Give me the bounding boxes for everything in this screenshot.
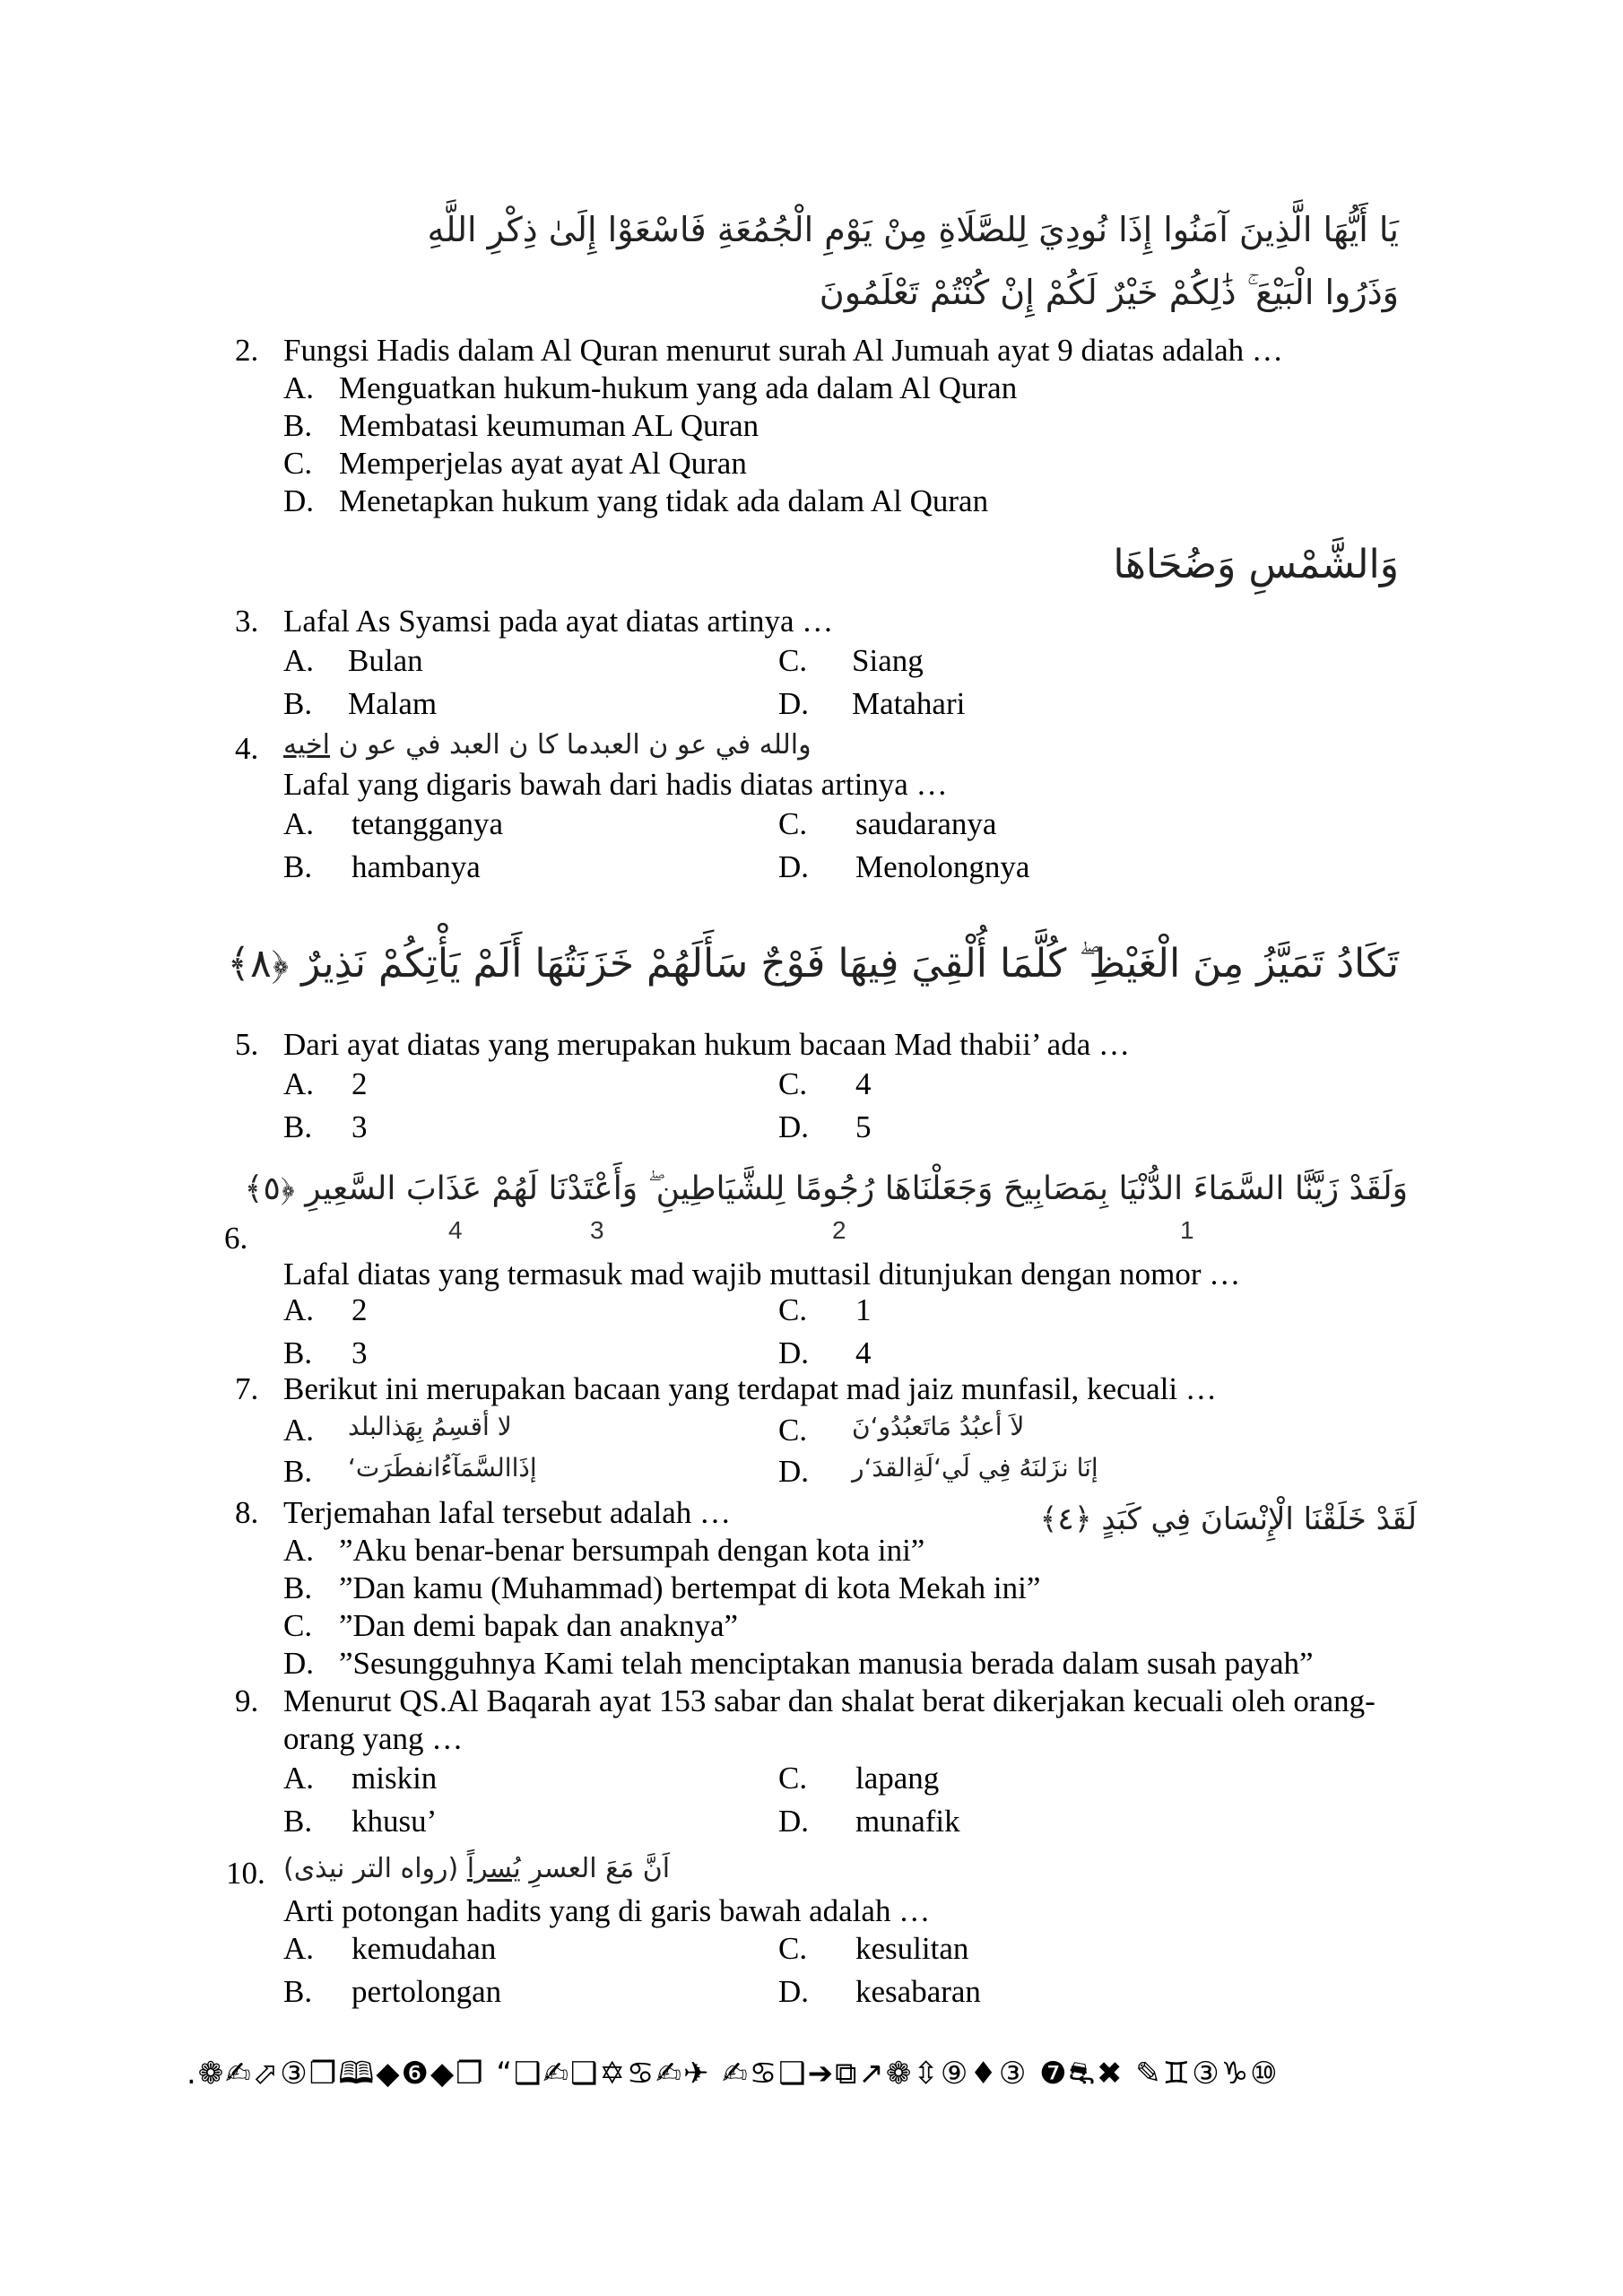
option-2c-text: Memperjelas ayat ayat Al Quran — [339, 446, 747, 481]
page-footer: .❁✍⬀③❐🕮◆❻◆❐ “❑✍❑✡♋✍✈ ✍♋❑➔⧉↗❁⇳⑨♦③ ❼⛐✖ ✎♊③♑⑩ — [187, 2056, 1280, 2092]
option-5c-text: 4 — [855, 1066, 872, 1101]
option-6b-text: 3 — [352, 1335, 368, 1370]
verse-al-mulk-8: تَكَادُ تَمَيَّزُ مِنَ الْغَيْظِ ۖ كُلَّمَا أُلْقِيَ فِيهَا فَوْجٌ سَأَلَهُمْ خَزَنَتُهَا أَلَمْ يَأْتِكُمْ نَذِيرٌ ﴿٨﴾ — [227, 941, 1399, 987]
option-6a-text: 2 — [352, 1292, 368, 1327]
option-9b-letter: B. — [283, 1804, 313, 1839]
option-5d-text: 5 — [855, 1109, 872, 1144]
option-3d-text: Matahari — [852, 686, 966, 721]
marker-3: 3 — [590, 1216, 604, 1244]
option-5a-text: 2 — [352, 1066, 368, 1101]
question-6-number: 6. — [224, 1221, 248, 1256]
option-5b-letter: B. — [283, 1109, 313, 1144]
option-7a-text: لا أقسِمُ بِهَذالبلد — [348, 1412, 512, 1441]
option-8a-letter: A. — [283, 1533, 315, 1568]
option-9c-text: lapang — [855, 1761, 940, 1796]
option-10c-letter: C. — [778, 1931, 808, 1966]
question-3-number: 3. — [235, 604, 259, 639]
option-7d-text: إنَا نزَلنَهُ فِي لَي‘لَةِالقدَ‘ر — [852, 1453, 1098, 1483]
option-3b-letter: B. — [283, 686, 313, 721]
option-4b-letter: B. — [283, 849, 313, 884]
hadith-text: والله في عو ن العبدما كا ن العبد في عو ن — [338, 729, 812, 761]
option-9a-text: miskin — [352, 1761, 438, 1796]
option-6d-text: 4 — [855, 1335, 872, 1370]
option-10a-text: kemudahan — [352, 1931, 497, 1966]
option-3c-letter: C. — [778, 643, 808, 678]
marker-4: 4 — [448, 1216, 463, 1244]
question-4-number: 4. — [235, 731, 259, 766]
option-9c-letter: C. — [778, 1761, 808, 1796]
question-8-number: 8. — [235, 1495, 259, 1530]
question-10-number: 10. — [226, 1856, 265, 1891]
question-8-arabic: لَقَدْ خَلَقْنَا الْإِنْسَانَ فِي كَبَدٍ ﴿٤﴾ — [1039, 1501, 1417, 1537]
option-9a-letter: A. — [283, 1761, 315, 1796]
option-2b-text: Membatasi keumuman AL Quran — [339, 408, 759, 443]
option-6a-letter: A. — [283, 1292, 315, 1327]
question-10-hadith — [283, 1849, 670, 1889]
question-4-text: Lafal yang digaris bawah dari hadis diatas artinya … — [283, 767, 948, 802]
option-4b-text: hambanya — [352, 849, 481, 884]
option-7c-letter: C. — [778, 1413, 808, 1448]
option-8b-text: ”Dan kamu (Muhammad) bertempat di kota Mekah ini” — [339, 1570, 1041, 1605]
hadith-source: (رواه التر نيذى) — [283, 1853, 459, 1884]
option-8b-letter: B. — [283, 1570, 313, 1605]
option-6b-letter: B. — [283, 1335, 313, 1370]
option-2c-letter: C. — [283, 446, 313, 481]
option-4d-text: Menolongnya — [855, 849, 1030, 884]
option-7c-text: لاَ أعبُدُ مَاتَعبُدُو‘نَ — [852, 1412, 1025, 1441]
verse-al-mulk-5: وَلَقَدْ زَيَّنَّا السَّمَاءَ الدُّنْيَا بِمَصَابِيحَ وَجَعَلْنَاهَا رُجُومًا لِلشَّيَاطِينِ ۖ وَأَعْتَدْنَا لَهُمْ عَذَابَ السَّعِيرِ ﴿٥﴾ — [244, 1170, 1408, 1207]
marker-2: 2 — [832, 1216, 846, 1244]
option-8d-text: ”Sesungguhnya Kami telah menciptakan manusia berada dalam susah payah” — [339, 1646, 1314, 1681]
option-4a-text: tetangganya — [352, 806, 504, 841]
option-3b-text: Malam — [348, 686, 438, 721]
option-9b-text: khusu’ — [352, 1804, 438, 1839]
question-7-text: Berikut ini merupakan bacaan yang terdapat mad jaiz munfasil, kecuali … — [283, 1371, 1217, 1406]
option-10d-letter: D. — [778, 1974, 810, 2009]
option-10b-text: pertolongan — [352, 1974, 502, 2009]
option-10d-text: kesabaran — [855, 1974, 981, 2009]
option-10c-text: kesulitan — [855, 1931, 969, 1966]
question-6-text: Lafal diatas yang termasuk mad wajib muttasil ditunjukan dengan nomor … — [283, 1257, 1241, 1292]
option-3a-letter: A. — [283, 643, 315, 678]
option-8c-letter: C. — [283, 1608, 313, 1643]
verse-al-jumuah-line2: وَذَرُوا الْبَيْعَ ۚ ذَٰلِكُمْ خَيْرٌ لَكُمْ إِنْ كُنْتُمْ تَعْلَمُونَ — [819, 273, 1399, 312]
verse-asy-syams: وَالشَّمْسِ وَضُحَاهَا — [1113, 542, 1399, 587]
option-9d-letter: D. — [778, 1804, 810, 1839]
option-3a-text: Bulan — [348, 643, 423, 678]
question-4-hadith — [283, 726, 812, 764]
option-7d-letter: D. — [778, 1454, 810, 1489]
question-7-number: 7. — [235, 1371, 259, 1406]
option-2a-text: Menguatkan hukum-hukum yang ada dalam Al Quran — [339, 370, 1018, 405]
option-2b-letter: B. — [283, 408, 313, 443]
option-10b-letter: B. — [283, 1974, 313, 2009]
question-2-number: 2. — [235, 333, 259, 368]
option-8d-letter: D. — [283, 1646, 315, 1681]
option-10a-letter: A. — [283, 1931, 315, 1966]
option-5b-text: 3 — [352, 1109, 368, 1144]
question-10-text: Arti potongan hadits yang di garis bawah adalah … — [283, 1893, 931, 1928]
option-7b-letter: B. — [283, 1454, 313, 1489]
question-9-text-line1: Menurut QS.Al Baqarah ayat 153 sabar dan shalat berat dikerjakan kecuali oleh orang- — [283, 1683, 1376, 1718]
option-4c-text: saudaranya — [855, 806, 997, 841]
option-8a-text: ”Aku benar-benar bersumpah dengan kota ini” — [339, 1533, 925, 1568]
option-7b-text: إذَاالسَّمَآءُانفطَرَت‘ — [348, 1453, 537, 1483]
hadith-pre: اَنَّ مَعَ العسرِ — [529, 1853, 671, 1884]
question-5-number: 5. — [235, 1027, 259, 1062]
verse-al-jumuah-line1: يَا أَيُّهَا الَّذِينَ آمَنُوا إِذَا نُودِيَ لِلصَّلَاةِ مِنْ يَوْمِ الْجُمُعَةِ فَاسْعَوْا إِلَىٰ ذِكْرِ اللَّهِ — [427, 210, 1399, 249]
question-3-text: Lafal As Syamsi pada ayat diatas artinya … — [283, 604, 834, 639]
question-5-text: Dari ayat diatas yang merupakan hukum bacaan Mad thabii’ ada … — [283, 1027, 1130, 1062]
question-2-text: Fungsi Hadis dalam Al Quran menurut surah Al Jumuah ayat 9 diatas adalah … — [283, 333, 1283, 368]
option-5c-letter: C. — [778, 1066, 808, 1101]
question-9-number: 9. — [235, 1683, 259, 1718]
option-4d-letter: D. — [778, 849, 810, 884]
option-4a-letter: A. — [283, 806, 315, 841]
option-9d-text: munafik — [855, 1804, 960, 1839]
hadith-underlined-word: يُسراً — [466, 1853, 521, 1884]
marker-1: 1 — [1180, 1216, 1194, 1244]
option-6c-text: 1 — [855, 1292, 872, 1327]
option-3d-letter: D. — [778, 686, 810, 721]
option-2d-letter: D. — [283, 483, 315, 518]
option-6c-letter: C. — [778, 1292, 808, 1327]
option-4c-letter: C. — [778, 806, 808, 841]
hadith-underlined-word: اخيه — [283, 729, 331, 761]
option-7a-letter: A. — [283, 1413, 315, 1448]
option-2a-letter: A. — [283, 370, 315, 405]
option-5d-letter: D. — [778, 1109, 810, 1144]
option-2d-text: Menetapkan hukum yang tidak ada dalam Al Quran — [339, 483, 989, 518]
question-9-text-line2: orang yang … — [283, 1721, 464, 1756]
option-8c-text: ”Dan demi bapak dan anaknya” — [339, 1608, 739, 1643]
option-3c-text: Siang — [852, 643, 924, 678]
option-5a-letter: A. — [283, 1066, 315, 1101]
option-6d-letter: D. — [778, 1335, 810, 1370]
question-8-text: Terjemahan lafal tersebut adalah … — [283, 1495, 731, 1530]
